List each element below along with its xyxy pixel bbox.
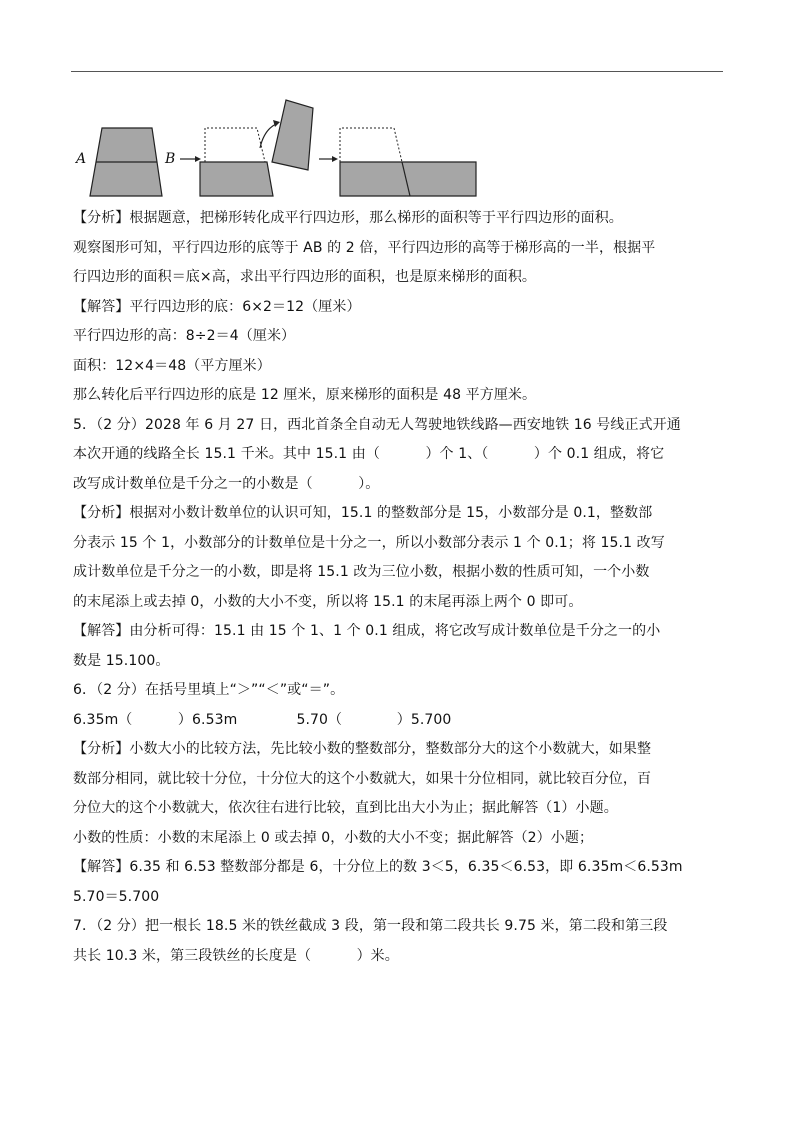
- text-line: 【解答】6.35 和 6.53 整数部分都是 6，十分位上的数 3＜5，6.35＜6.53，即 6.35m＜6.53m: [73, 859, 683, 875]
- arrow-1-head: [195, 156, 201, 162]
- question-6-line: 6.35m（ ）6.53m 5.70（ ）5.700: [73, 711, 452, 728]
- rotation-arrow: [260, 124, 276, 148]
- question-5-line: 本次开通的线路全长 15.1 千米。其中 15.1 由（ ）个 1、（ ）个 0.1 组成，将它: [73, 446, 665, 462]
- text-line: 面积：12×4＝48（平方厘米）: [73, 357, 271, 374]
- text-line: 【解答】由分析可得：15.1 由 15 个 1、1 个 0.1 组成，将它改写成计数单位是千分之一的小: [73, 623, 661, 639]
- question-5-line: 5．（2 分）2028 年 6 月 27 日，西北首条全自动无人驾驶地铁线路—西安地铁 16 号线正式开通: [73, 416, 681, 433]
- text-line: 数部分相同，就比较十分位，十分位大的这个小数就大，如果十分位相同，就比较百分位，百: [73, 770, 652, 787]
- label-a: A: [76, 151, 87, 167]
- bottom-half-2: [200, 162, 273, 196]
- question-7-line: 7．（2 分）把一根长 18.5 米的铁丝截成 3 段，第一段和第二段共长 9.75 米，第二段和第三段: [73, 918, 668, 934]
- text-line: 那么转化后平行四边形的底是 12 厘米，原来梯形的面积是 48 平方厘米。: [73, 387, 537, 403]
- rotation-arrow-head: [273, 120, 280, 127]
- text-line: 小数的性质：小数的末尾添上 0 或去掉 0，小数的大小不变；据此解答（2）小题；: [73, 829, 594, 846]
- question-7-line: 共长 10.3 米，第三段铁丝的长度是（ ）米。: [73, 947, 399, 964]
- text-line: 【分析】根据题意，把梯形转化成平行四边形，那么梯形的面积等于平行四边形的面积。: [73, 210, 623, 226]
- text-line: 【分析】小数大小的比较方法，先比较小数的整数部分，整数部分大的这个小数就大，如果整: [73, 741, 652, 757]
- document-body: [73, 208, 733, 975]
- text-line: 行四边形的面积＝底×高，求出平行四边形的面积，也是原来梯形的面积。: [73, 269, 537, 285]
- text-line: 分表示 15 个 1，小数部分的计数单位是十分之一，所以小数部分表示 1 个 0.1；将 15.1 改写: [73, 534, 665, 551]
- question-6-line: 6．（2 分）在括号里填上“＞”“＜”或“＝”。: [73, 682, 345, 698]
- transformation-diagram: [72, 96, 492, 200]
- dotted-outline-2: [205, 128, 265, 162]
- text-line: 分位大的这个小数就大，依次往右进行比较，直到比出大小为止；据此解答（1）小题。: [73, 800, 618, 816]
- text-line: 成计数单位是千分之一的小数，即是将 15.1 改为三位小数，根据小数的性质可知，一个小数: [73, 564, 650, 580]
- dotted-outline-3: [340, 128, 402, 162]
- label-b: B: [165, 151, 176, 167]
- text-line: 平行四边形的高：8÷2＝4（厘米）: [73, 328, 296, 344]
- text-line: 数是 15.100。: [73, 652, 170, 669]
- text-line: 观察图形可知，平行四边形的底等于 AB 的 2 倍，平行四边形的高等于梯形高的一半，根据平: [73, 239, 656, 256]
- header-rule: [71, 71, 723, 72]
- rotated-top-half: [272, 100, 313, 170]
- text-line: 的末尾添上或去掉 0，小数的大小不变，所以将 15.1 的末尾再添上两个 0 即可。: [73, 593, 583, 610]
- text-line: 【分析】根据对小数计数单位的认识可知，15.1 的整数部分是 15，小数部分是 0.1，整数部: [73, 505, 653, 521]
- parallelogram-shape: [340, 162, 476, 196]
- arrow-2-head: [332, 156, 338, 162]
- trapezoid-transformation-figure: [72, 96, 492, 200]
- text-line: 【解答】平行四边形的底：6×2＝12（厘米）: [73, 298, 361, 315]
- question-5-line: 改写成计数单位是千分之一的小数是（ ）。: [73, 475, 380, 492]
- text-line: 5.70＝5.700: [73, 888, 160, 905]
